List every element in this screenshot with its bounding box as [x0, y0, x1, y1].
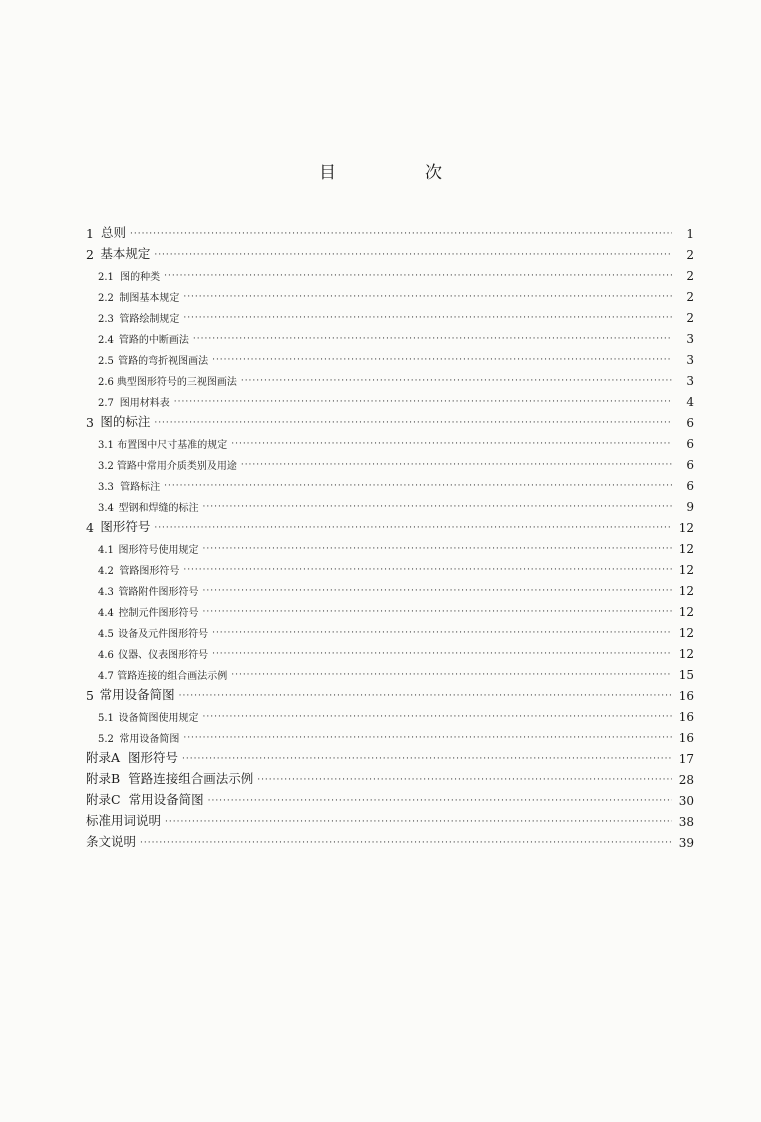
toc-entry-number: 5.2 — [98, 734, 114, 745]
toc-entry-number: 3.4 — [98, 503, 114, 514]
toc-entry-page-number: 12 — [678, 584, 694, 598]
toc-entry-page-number: 15 — [678, 668, 694, 682]
dot-leader — [241, 460, 672, 470]
toc-entry-title: 总则 — [100, 225, 126, 240]
dot-leader — [183, 313, 672, 323]
toc-entry-number: 2.1 — [98, 272, 114, 283]
toc-entry[interactable] — [86, 703, 694, 724]
toc-entry-page-number: 2 — [686, 311, 694, 325]
table-of-contents — [86, 220, 694, 850]
toc-entry-number: 附录A — [86, 750, 121, 765]
toc-entry-page-number: 39 — [678, 836, 694, 850]
toc-entry-number: 4.4 — [98, 608, 114, 619]
toc-entry-title: 布置图中尺寸基准的规定 — [117, 440, 228, 451]
toc-entry-page-number: 3 — [686, 353, 694, 367]
dot-leader — [164, 481, 672, 491]
toc-entry[interactable] — [86, 619, 694, 640]
dot-leader — [241, 376, 672, 386]
toc-entry-number: 2.5 — [98, 356, 114, 367]
dot-leader — [164, 271, 672, 281]
dot-leader — [183, 565, 672, 575]
toc-entry[interactable] — [86, 220, 694, 241]
dot-leader — [203, 712, 673, 722]
dot-leader — [154, 418, 672, 428]
toc-entry[interactable] — [86, 640, 694, 661]
toc-entry-title: 常用设备简图 — [128, 792, 204, 807]
toc-entry-number: 1 — [86, 226, 94, 241]
toc-entry-number: 2.7 — [98, 398, 114, 409]
toc-entry[interactable] — [86, 367, 694, 388]
dot-leader — [183, 733, 672, 743]
toc-entry-number: 2.4 — [98, 335, 114, 346]
toc-entry-title: 图用材料表 — [119, 398, 170, 409]
toc-entry[interactable] — [86, 304, 694, 325]
toc-entry-page-number: 9 — [686, 500, 694, 514]
toc-entry-page-number: 38 — [678, 815, 694, 829]
dot-leader — [165, 817, 672, 827]
toc-entry[interactable] — [86, 241, 694, 262]
toc-entry[interactable] — [86, 745, 694, 766]
dot-leader — [208, 796, 672, 806]
toc-entry[interactable] — [86, 514, 694, 535]
toc-entry-number: 3.1 — [98, 440, 114, 451]
toc-entry-number: 4 — [86, 520, 94, 535]
toc-entry-page-number: 2 — [686, 290, 694, 304]
toc-entry-page-number: 12 — [678, 605, 694, 619]
toc-entry-number: 3 — [86, 415, 94, 430]
toc-entry-page-number: 16 — [678, 731, 694, 745]
dot-leader — [193, 334, 672, 344]
toc-entry-title: 图的种类 — [120, 272, 161, 283]
toc-entry[interactable] — [86, 556, 694, 577]
toc-entry-title: 管路连接组合画法示例 — [128, 771, 254, 786]
toc-entry-page-number: 4 — [686, 395, 694, 409]
toc-entry[interactable] — [86, 493, 694, 514]
dot-leader — [203, 502, 673, 512]
dot-leader — [154, 250, 672, 260]
toc-entry-title: 图的标注 — [100, 414, 151, 429]
toc-entry[interactable] — [86, 577, 694, 598]
toc-entry-title: 图形符号 — [128, 750, 179, 765]
toc-entry-title: 图形符号 — [100, 519, 151, 534]
toc-entry-page-number: 12 — [678, 521, 694, 535]
dot-leader — [231, 439, 672, 449]
toc-entry-page-number: 12 — [678, 563, 694, 577]
toc-entry-number: 4.1 — [98, 545, 114, 556]
toc-entry-title: 典型图形符号的三视图画法 — [116, 377, 237, 388]
toc-entry-number: 2.6 — [98, 377, 114, 388]
toc-entry-page-number: 16 — [678, 710, 694, 724]
dot-leader — [257, 775, 672, 785]
dot-leader — [183, 292, 672, 302]
toc-entry-number: 5.1 — [98, 713, 114, 724]
toc-entry[interactable] — [86, 829, 694, 850]
toc-entry[interactable] — [86, 766, 694, 787]
toc-entry[interactable] — [86, 661, 694, 682]
toc-entry-page-number: 6 — [686, 458, 694, 472]
toc-entry-page-number: 17 — [678, 752, 694, 766]
toc-entry[interactable] — [86, 388, 694, 409]
toc-entry[interactable] — [86, 808, 694, 829]
toc-entry[interactable] — [86, 262, 694, 283]
toc-entry-title: 管路图形符号 — [119, 566, 180, 577]
toc-entry[interactable] — [86, 472, 694, 493]
toc-entry-title: 管路中常用介质类别及用途 — [116, 461, 237, 472]
toc-entry[interactable] — [86, 724, 694, 745]
toc-entry[interactable] — [86, 325, 694, 346]
toc-entry-page-number: 12 — [678, 647, 694, 661]
toc-entry-page-number: 12 — [678, 542, 694, 556]
dot-leader — [140, 838, 672, 848]
dot-leader — [174, 397, 672, 407]
toc-entry-title: 设备及元件图形符号 — [118, 629, 209, 640]
toc-entry-title: 管路标注 — [120, 482, 161, 493]
toc-entry[interactable] — [86, 430, 694, 451]
toc-entry-page-number: 30 — [678, 794, 694, 808]
toc-entry-number: 4.5 — [98, 629, 114, 640]
toc-entry-number: 5 — [86, 688, 94, 703]
toc-entry[interactable] — [86, 409, 694, 430]
dot-leader — [212, 628, 672, 638]
toc-entry-page-number: 28 — [678, 773, 694, 787]
toc-entry-title: 控制元件图形符号 — [118, 608, 199, 619]
dot-leader — [212, 649, 672, 659]
toc-entry-number: 附录C — [86, 792, 121, 807]
toc-entry[interactable] — [86, 787, 694, 808]
toc-entry-page-number: 6 — [686, 437, 694, 451]
dot-leader — [130, 229, 672, 239]
toc-entry-title: 管路绘制规定 — [119, 314, 180, 325]
toc-entry[interactable] — [86, 283, 694, 304]
toc-entry-number: 3.2 — [98, 461, 114, 472]
page-title: 目 次 — [319, 163, 478, 183]
toc-entry-title: 图形符号使用规定 — [118, 545, 199, 556]
toc-entry-number: 2.2 — [98, 293, 114, 304]
toc-entry-number: 2.3 — [98, 314, 114, 325]
toc-entry-title: 条文说明 — [86, 834, 137, 849]
toc-entry-title: 常用设备简图 — [99, 687, 175, 702]
toc-entry-page-number: 2 — [686, 248, 694, 262]
toc-entry-number: 4.6 — [98, 650, 114, 661]
toc-entry-title: 管路附件图形符号 — [118, 587, 199, 598]
toc-entry-title: 基本规定 — [100, 246, 151, 261]
toc-entry[interactable] — [86, 346, 694, 367]
dot-leader — [203, 607, 673, 617]
toc-entry-title: 管路的弯折视图画法 — [118, 356, 209, 367]
toc-entry-page-number: 3 — [686, 332, 694, 346]
dot-leader — [182, 754, 672, 764]
toc-entry[interactable] — [86, 451, 694, 472]
toc-entry-title: 制图基本规定 — [119, 293, 180, 304]
toc-entry-page-number: 16 — [678, 689, 694, 703]
toc-entry-title: 型钢和焊缝的标注 — [118, 503, 199, 514]
toc-entry[interactable] — [86, 535, 694, 556]
dot-leader — [179, 691, 672, 701]
toc-entry-page-number: 1 — [686, 227, 694, 241]
dot-leader — [212, 355, 672, 365]
toc-entry-number: 附录B — [86, 771, 121, 786]
toc-entry-title: 仪器、仪表图形符号 — [118, 650, 209, 661]
toc-entry-page-number: 6 — [686, 479, 694, 493]
toc-entry-page-number: 12 — [678, 626, 694, 640]
toc-entry-title: 管路的中断画法 — [118, 335, 189, 346]
toc-entry-number: 4.2 — [98, 566, 114, 577]
toc-entry-number: 4.3 — [98, 587, 114, 598]
toc-entry-number: 2 — [86, 247, 94, 262]
dot-leader — [231, 670, 672, 680]
dot-leader — [203, 544, 673, 554]
toc-entry[interactable] — [86, 682, 694, 703]
toc-entry[interactable] — [86, 598, 694, 619]
toc-entry-number: 3.3 — [98, 482, 114, 493]
toc-entry-title: 管路连接的组合画法示例 — [117, 671, 228, 682]
toc-entry-title: 常用设备简图 — [119, 734, 180, 745]
toc-entry-title: 设备简图使用规定 — [118, 713, 199, 724]
toc-entry-page-number: 2 — [686, 269, 694, 283]
toc-entry-page-number: 6 — [686, 416, 694, 430]
dot-leader — [154, 523, 672, 533]
toc-entry-number: 4.7 — [98, 671, 114, 682]
toc-entry-page-number: 3 — [686, 374, 694, 388]
toc-entry-title: 标准用词说明 — [86, 813, 162, 828]
dot-leader — [203, 586, 673, 596]
